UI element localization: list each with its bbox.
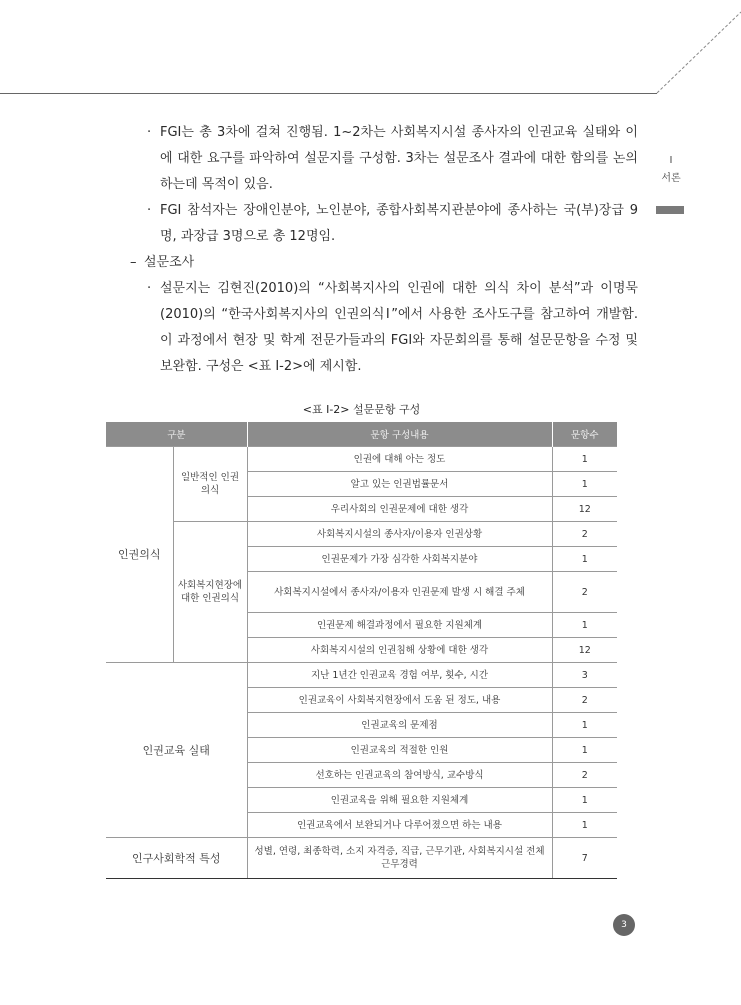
dash-mark: – (130, 255, 137, 270)
row-content: 인권교육의 적절한 인원 (247, 738, 552, 763)
row-count: 1 (552, 788, 617, 813)
row-content: 인권교육에서 보완되거나 다루어졌으면 하는 내용 (247, 813, 552, 838)
bullet-dot: · (147, 281, 152, 296)
row-count: 3 (552, 663, 617, 688)
survey-items-table (106, 422, 617, 879)
group-awareness: 인권의식 (106, 447, 173, 663)
survey-heading (130, 250, 638, 276)
chapter-numeral: I (669, 155, 673, 166)
row-content: 인권문제 해결과정에서 필요한 지원체계 (247, 613, 552, 638)
row-content: 인권교육이 사회복지현장에서 도움 된 정도, 내용 (247, 688, 552, 713)
table-row (106, 522, 617, 547)
table-caption: <표 Ⅰ-2> 설문문항 구성 (302, 403, 421, 416)
row-count: 1 (552, 613, 617, 638)
bullet-dot: · (147, 203, 152, 218)
row-count: 2 (552, 572, 617, 613)
group-education: 인권교육 실태 (106, 663, 247, 838)
row-count: 2 (552, 522, 617, 547)
row-content: 사회복지시설의 종사자/이용자 인권상황 (247, 522, 552, 547)
row-count: 1 (552, 472, 617, 497)
survey-bullet (130, 276, 638, 380)
row-count: 12 (552, 497, 617, 522)
group-demographics: 인구사회학적 특성 (106, 838, 247, 879)
fgi-bullet-2 (130, 198, 638, 250)
body-text (130, 120, 638, 380)
chapter-side-tab (657, 155, 685, 185)
row-content: 알고 있는 인권법률문서 (247, 472, 552, 497)
header-category: 구분 (106, 422, 247, 447)
header-count: 문항수 (552, 422, 617, 447)
row-count: 2 (552, 763, 617, 788)
bullet-dot: · (147, 125, 152, 140)
fgi-bullet-2-text: FGI 참석자는 장애인분야, 노인분야, 종합사회복지관분야에 종사하는 국(부)장급 9명, 과장급 3명으로 총 12명임. (160, 203, 638, 244)
fgi-bullet-1 (130, 120, 638, 198)
subgroup-field: 사회복지현장에 대한 인권의식 (173, 522, 247, 663)
row-content: 인권교육을 위해 필요한 지원체계 (247, 788, 552, 813)
row-content: 인권교육의 문제점 (247, 713, 552, 738)
row-count: 12 (552, 638, 617, 663)
row-content: 지난 1년간 인권교육 경험 여부, 횟수, 시간 (247, 663, 552, 688)
row-count: 2 (552, 688, 617, 713)
row-count: 1 (552, 447, 617, 472)
row-count: 1 (552, 813, 617, 838)
row-content: 선호하는 인권교육의 참여방식, 교수방식 (247, 763, 552, 788)
row-content: 사회복지시설에서 종사자/이용자 인권문제 발생 시 해결 주체 (247, 572, 552, 613)
row-content: 성별, 연령, 최종학력, 소지 자격증, 직급, 근무기관, 사회복지시설 전체 근무경력 (247, 838, 552, 879)
row-count: 1 (552, 713, 617, 738)
table-row (106, 447, 617, 472)
survey-heading-text: 설문조사 (144, 255, 195, 270)
corner-dashed-line (0, 0, 741, 100)
table-row (106, 663, 617, 688)
survey-bullet-text: 설문지는 김현진(2010)의 “사회복지사의 인권에 대한 의식 차이 분석”과 이명묵(2010)의 “한국사회복지사의 인권의식Ⅰ”에서 사용한 조사도구를 참고하여 개발함. 이 과정에서 현장 및 학계 전문가들과의 FGI와 자문회의를 통해 설문문항을 수정 및 보완함. 구성은 <표 Ⅰ-2>에 제시함. (160, 281, 638, 374)
row-count: 7 (552, 838, 617, 879)
subgroup-general: 일반적인 인권의식 (173, 447, 247, 522)
chapter-marker-bar (656, 206, 684, 214)
fgi-bullet-1-text: FGI는 총 3차에 걸쳐 진행됨. 1~2차는 사회복지시설 종사자의 인권교육 실태와 이에 대한 요구를 파악하여 설문지를 구성함. 3차는 설문조사 결과에 대한 함의를 논의하는데 목적이 있음. (160, 125, 638, 192)
row-count: 1 (552, 547, 617, 572)
row-content: 인권에 대해 아는 정도 (247, 447, 552, 472)
row-content: 인권문제가 가장 심각한 사회복지분야 (247, 547, 552, 572)
page-number: 3 (613, 914, 635, 936)
row-content: 우리사회의 인권문제에 대한 생각 (247, 497, 552, 522)
row-content: 사회복지시설의 인권침해 상황에 대한 생각 (247, 638, 552, 663)
header-content: 문항 구성내용 (247, 422, 552, 447)
table-row (106, 838, 617, 879)
row-count: 1 (552, 738, 617, 763)
chapter-label: 서론 (661, 173, 681, 184)
